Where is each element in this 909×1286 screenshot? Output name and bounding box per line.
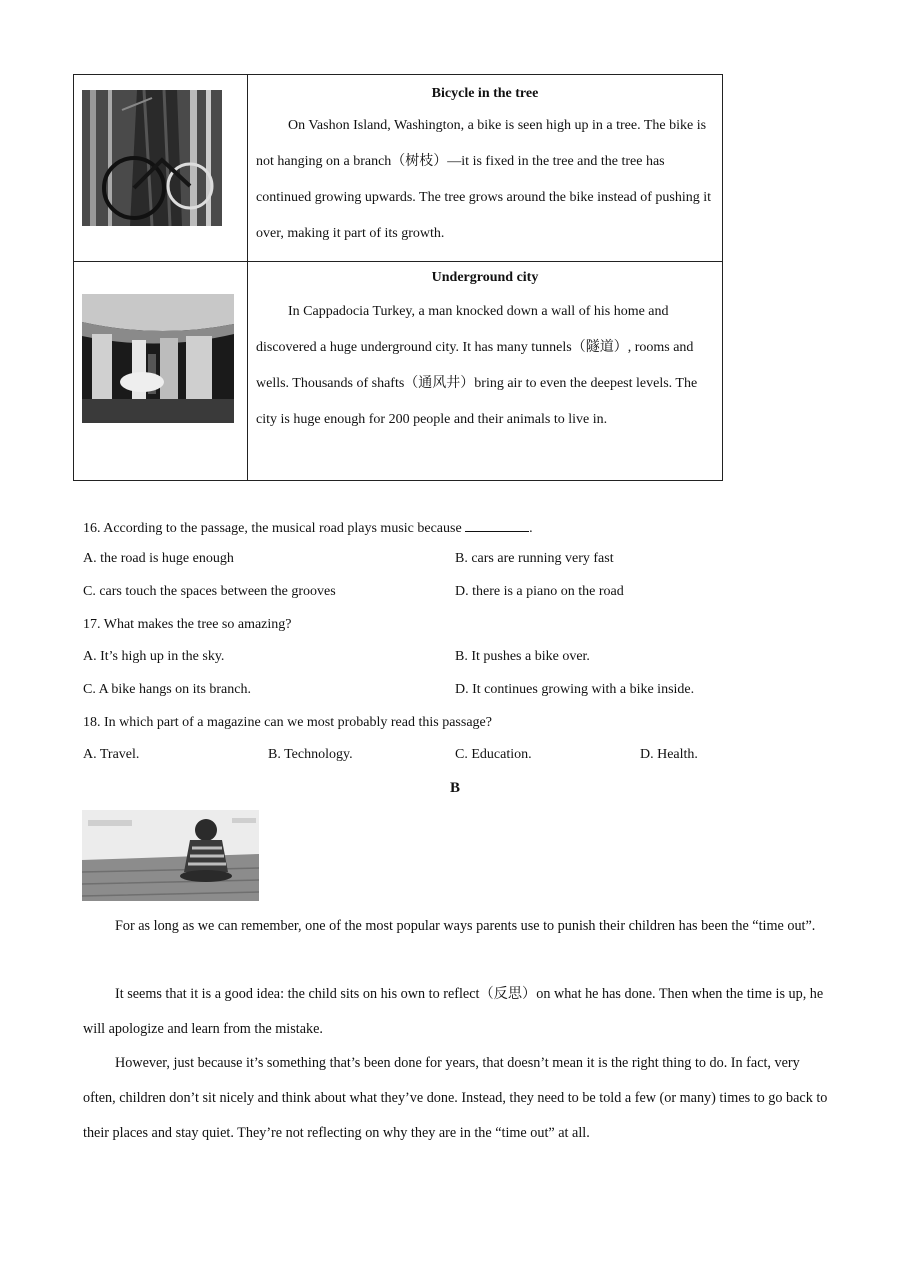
section-b-paragraph-1: For as long as we can remember, one of the most popular ways parents use to punish their children has been the “time out”. [115,918,816,934]
row2-title: Underground city [431,270,539,285]
question-17-option-a: A. It’s high up in the sky. [83,649,225,664]
question-18-option-c: C. Education. [455,747,532,762]
question-18-stem: 18. In which part of a magazine can we most probably read this passage? [83,715,492,730]
table-row-divider [74,261,722,262]
question-18-option-d: D. Health. [640,747,698,762]
question-16-option-d: D. there is a piano on the road [455,584,624,599]
question-17-option-d: D. It continues growing with a bike inside. [455,682,695,697]
question-17-stem: 17. What makes the tree so amazing? [83,617,292,632]
row1-body: On Vashon Island, Washington, a bike is seen high up in a tree. The bike is not hanging on a branch（树枝）—it is fixed in the tree and the tree has continued growing upwards. The tree grows around the bike instead of pushing it over, making it part of its growth. [256,118,712,241]
underground-city-photo [82,294,234,423]
question-18-option-a: A. Travel. [83,747,140,762]
question-17-option-b: B. It pushes a bike over. [455,649,590,664]
bicycle-tree-photo [82,90,222,226]
question-17-option-c: C. A bike hangs on its branch. [83,682,251,697]
section-b-paragraph-2: It seems that it is a good idea: the child sits on his own to reflect（反思）on what he has done. Then when the time is up, he will apologize and learn from the mistake. [83,986,824,1037]
row1-title: Bicycle in the tree [431,86,539,101]
time-out-photo [82,810,259,901]
question-16-option-a: A. the road is huge enough [83,551,234,566]
answer-blank [465,519,529,532]
question-16-end: . [529,521,533,536]
table-column-divider [247,75,248,480]
question-16-stem [83,519,533,537]
row2-body: In Cappadocia Turkey, a man knocked down a wall of his home and discovered a huge underground city. It has many tunnels（隧道）, rooms and wells. Thousands of shafts（通风井）bring air to even the deepest levels. The city is huge enough for 200 people and their animals to live in. [256,304,698,427]
question-16-option-c: C. cars touch the spaces between the grooves [83,584,336,599]
section-b-paragraph-3: However, just because it’s something that’s been done for years, that doesn’t mean it is the right thing to do. In fact, very often, children don’t sit nicely and think about what they’ve done. Instead, they need to be told a few (or many) times to go back to their places and stay quiet. They’re not reflecting on why they are in the “time out” at all. [83,1055,828,1141]
question-16-text: 16. According to the passage, the musical road plays music because [83,521,462,536]
question-18-option-b: B. Technology. [268,747,353,762]
section-b-heading: B [449,780,460,796]
question-16-option-b: B. cars are running very fast [455,551,614,566]
